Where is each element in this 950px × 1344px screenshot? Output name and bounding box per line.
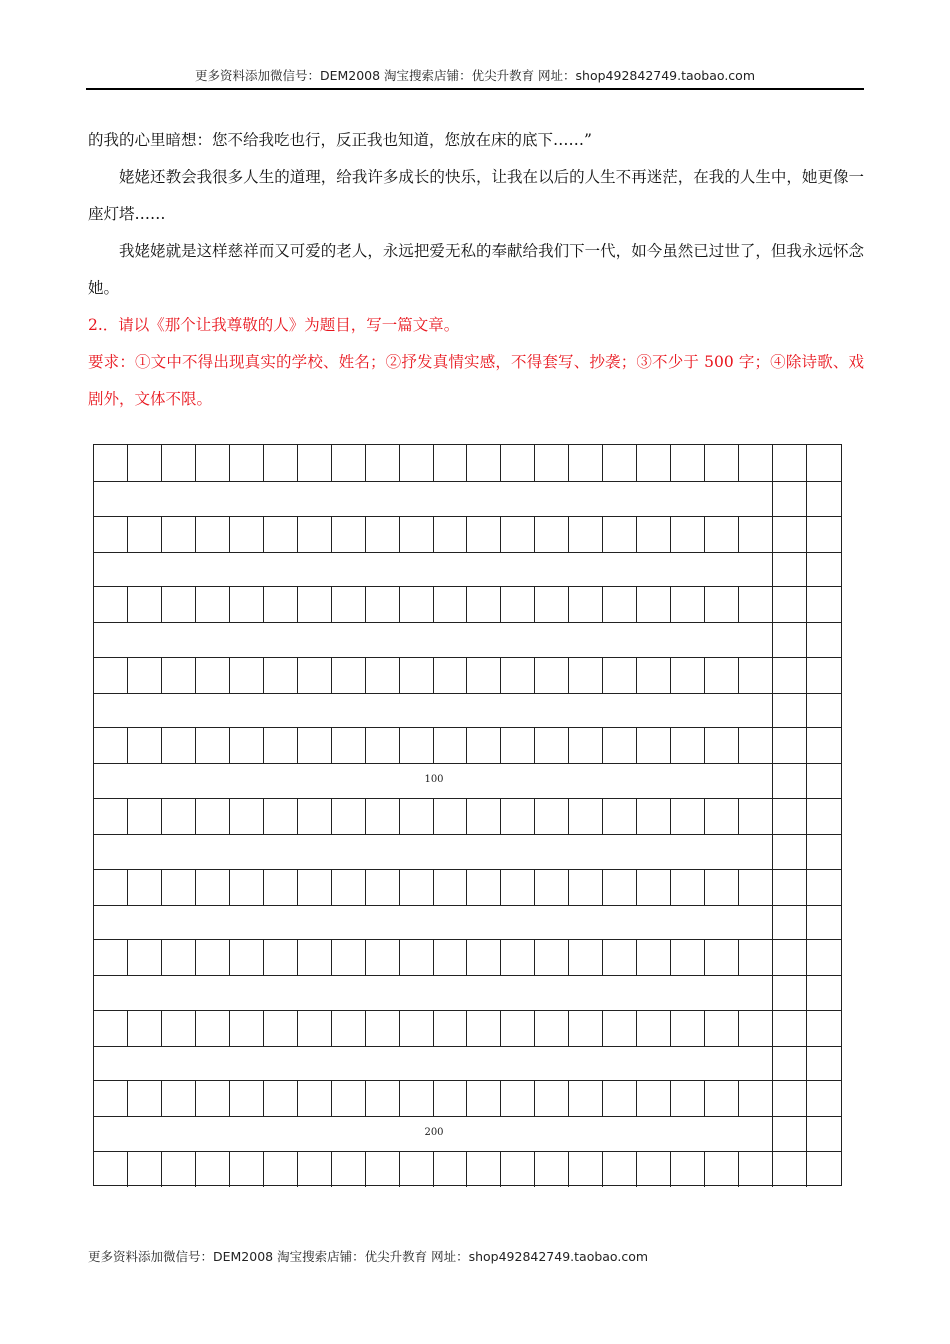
grid-spacer-row [94,552,841,587]
grid-cell [230,1080,264,1116]
grid-cell [773,657,807,693]
grid-cell [94,586,128,622]
grid-cell [637,798,671,834]
grid-cell-row [94,1010,841,1046]
grid-spacer-cell [773,693,807,728]
grid-cell [671,586,705,622]
grid-cell [535,657,569,693]
grid-cell [298,1151,332,1187]
grid-cell [366,657,400,693]
grid-cell [162,939,196,975]
grid-cell [671,445,705,481]
grid-spacer-cell [739,905,773,940]
grid-cell [705,516,739,552]
grid-cell [705,727,739,763]
grid-cell [535,1080,569,1116]
grid-cell [705,1080,739,1116]
grid-cell [739,1010,773,1046]
grid-cell [671,798,705,834]
grid-cell [196,798,230,834]
grid-cell [264,1010,298,1046]
grid-cell [569,1080,603,1116]
grid-cell [400,1010,434,1046]
grid-spacer-row [94,834,841,869]
grid-cell [569,1151,603,1187]
grid-cell [569,939,603,975]
grid-cell [468,939,502,975]
grid-cell [196,939,230,975]
grid-cell [264,516,298,552]
grid-spacer-cell [773,1116,807,1151]
grid-cell [637,1080,671,1116]
grid-cell [773,798,807,834]
grid-spacer-cell [773,975,807,1010]
grid-cell [434,939,468,975]
grid-cell [468,1010,502,1046]
grid-cell [298,657,332,693]
grid-cell [501,516,535,552]
grid-cell [637,1010,671,1046]
grid-cell [366,516,400,552]
grid-cell [468,727,502,763]
grid-cell [468,798,502,834]
grid-cell [128,939,162,975]
grid-spacer-row [94,622,841,657]
grid-cell [128,516,162,552]
grid-cell [264,586,298,622]
grid-spacer-row [94,905,841,940]
paragraph-1: 的我的心里暗想：您不给我吃也行，反正我也知道，您放在床的底下……” [88,131,592,149]
grid-cell [535,1010,569,1046]
grid-cell-row [94,869,841,905]
grid-cell [264,1151,298,1187]
grid-spacer-cell [773,905,807,940]
grid-cell [230,1010,264,1046]
grid-cell [535,869,569,905]
grid-cell [162,1010,196,1046]
grid-cell [400,445,434,481]
grid-cell [773,1080,807,1116]
page-header [86,66,864,90]
grid-cell [128,586,162,622]
grid-cell-row [94,445,841,481]
grid-cell [400,586,434,622]
grid-cell [332,657,366,693]
grid-cell [637,869,671,905]
grid-spacer-cell [739,834,773,869]
grid-cell [332,798,366,834]
question-requirements: 要求：①文中不得出现真实的学校、姓名；②抒发真情实感，不得套写、抄袭；③不少于 500 字；④除诗歌、戏剧外，文体不限。 [88,353,864,408]
grid-spacer-cell [773,763,807,798]
grid-cell [468,1151,502,1187]
grid-cell [535,586,569,622]
grid-cell [671,1080,705,1116]
grid-cell [637,516,671,552]
grid-cell [400,657,434,693]
grid-cell [366,1080,400,1116]
grid-cell [501,727,535,763]
grid-cell [94,939,128,975]
grid-cell [468,445,502,481]
grid-cell [535,939,569,975]
grid-cell [569,586,603,622]
grid-spacer-row [94,1046,841,1081]
grid-spacer-cell [773,1046,807,1081]
grid-cell [705,586,739,622]
grid-cell [603,657,637,693]
grid-cell-row [94,727,841,763]
grid-cell [366,1151,400,1187]
grid-cell [468,516,502,552]
grid-cell [332,1080,366,1116]
grid-cell [196,869,230,905]
grid-cell [196,657,230,693]
grid-cell [569,869,603,905]
grid-cell [535,727,569,763]
grid-cell [501,939,535,975]
grid-cell-row [94,939,841,975]
grid-cell [569,516,603,552]
grid-cell [739,516,773,552]
grid-cell [739,1151,773,1187]
grid-spacer-cell [773,481,807,516]
grid-cell [637,657,671,693]
grid-cell [332,586,366,622]
grid-cell [535,516,569,552]
grid-cell [535,445,569,481]
grid-cell [366,445,400,481]
grid-cell [705,1151,739,1187]
grid-cell [501,1080,535,1116]
grid-cell [196,1010,230,1046]
grid-cell [739,445,773,481]
grid-cell [569,1010,603,1046]
grid-cell [196,516,230,552]
grid-cell [434,586,468,622]
grid-cell [603,1151,637,1187]
grid-cell [162,657,196,693]
grid-spacer-cell [739,481,773,516]
grid-cell [298,727,332,763]
grid-cell [162,516,196,552]
grid-spacer-cell [739,552,773,587]
grid-cell [332,939,366,975]
grid-cell [366,939,400,975]
header-text: 更多资料添加微信号：DEM2008 淘宝搜索店铺：优尖升教育 网址：shop492842749.taobao.com [194,68,756,83]
grid-cell [332,1151,366,1187]
grid-cell-row [94,657,841,693]
grid-cell [535,1151,569,1187]
word-count-marker: 200 [424,1127,444,1139]
grid-cell [739,798,773,834]
grid-cell [434,869,468,905]
grid-cell [637,445,671,481]
grid-cell [298,798,332,834]
grid-cell [535,798,569,834]
grid-cell-row [94,1080,841,1116]
grid-cell [128,798,162,834]
grid-cell [739,657,773,693]
grid-cell [298,939,332,975]
grid-cell [671,657,705,693]
grid-cell [434,445,468,481]
grid-cell [94,727,128,763]
grid-cell [603,1080,637,1116]
grid-cell [569,798,603,834]
grid-cell-row [94,586,841,622]
grid-spacer-cell [773,834,807,869]
grid-cell [671,727,705,763]
grid-cell [501,869,535,905]
grid-cell [230,516,264,552]
grid-cell [298,1010,332,1046]
grid-cell [366,727,400,763]
grid-cell [162,445,196,481]
grid-cell [230,445,264,481]
grid-cell [773,869,807,905]
grid-cell [434,657,468,693]
grid-cell [94,516,128,552]
grid-cell [400,798,434,834]
grid-cell [434,1151,468,1187]
grid-cell [671,1151,705,1187]
grid-cell [162,869,196,905]
grid-cell [264,727,298,763]
grid-cell [298,869,332,905]
answer-grid [93,444,842,1186]
paragraph-3: 我姥姥就是这样慈祥而又可爱的老人，永远把爱无私的奉献给我们下一代，如今虽然已过世了，但我永远怀念她。 [88,242,864,297]
grid-cell [468,586,502,622]
grid-cell [501,586,535,622]
grid-cell [705,1010,739,1046]
grid-cell [637,586,671,622]
grid-cell-row [94,516,841,552]
grid-cell [773,516,807,552]
grid-cell [298,1080,332,1116]
grid-cell [468,869,502,905]
grid-cell [128,657,162,693]
grid-spacer-cell [773,552,807,587]
grid-cell [332,516,366,552]
footer-text: 更多资料添加微信号：DEM2008 淘宝搜索店铺：优尖升教育 网址：shop492842749.taobao.com [88,1249,649,1264]
grid-cell [434,798,468,834]
grid-cell [468,657,502,693]
grid-cell [94,657,128,693]
grid-cell [400,869,434,905]
grid-cell [603,1010,637,1046]
grid-cell [637,727,671,763]
grid-cell [501,445,535,481]
grid-cell [366,1010,400,1046]
grid-cell [739,869,773,905]
grid-cell [705,939,739,975]
grid-cell [162,1080,196,1116]
grid-cell [196,1151,230,1187]
grid-cell [264,1080,298,1116]
grid-cell [366,798,400,834]
grid-cell [264,939,298,975]
grid-cell [501,1010,535,1046]
grid-cell-row [94,798,841,834]
grid-cell [230,727,264,763]
grid-cell [705,445,739,481]
grid-cell [603,798,637,834]
grid-cell [94,869,128,905]
grid-cell [603,869,637,905]
grid-spacer-cell [739,622,773,657]
grid-cell [128,445,162,481]
grid-cell [128,1010,162,1046]
grid-cell [196,1080,230,1116]
question-prompt: 2.．请以《那个让我尊敬的人》为题目，写一篇文章。 [88,316,460,334]
grid-cell [773,1010,807,1046]
grid-cell [400,939,434,975]
grid-cell [128,869,162,905]
grid-cell [162,586,196,622]
grid-cell [230,1151,264,1187]
grid-cell [569,657,603,693]
grid-cell [603,939,637,975]
grid-cell [400,727,434,763]
grid-cell [128,1080,162,1116]
paragraph-2: 姥姥还教会我很多人生的道理，给我许多成长的快乐，让我在以后的人生不再迷茫，在我的人生中，她更像一座灯塔…… [88,168,864,223]
grid-cell [501,798,535,834]
grid-cell [739,727,773,763]
document-body [88,122,864,418]
grid-cell [671,869,705,905]
grid-cell [773,939,807,975]
grid-cell [196,445,230,481]
page-footer [88,1247,648,1265]
grid-cell [671,516,705,552]
grid-cell [637,1151,671,1187]
grid-cell [94,445,128,481]
grid-cell [501,1151,535,1187]
grid-cell [434,1080,468,1116]
grid-cell [366,869,400,905]
grid-cell [434,516,468,552]
grid-cell [264,869,298,905]
grid-spacer-row [94,1116,841,1151]
grid-cell [637,939,671,975]
grid-cell [298,516,332,552]
grid-cell [671,1010,705,1046]
grid-spacer-cell [739,693,773,728]
grid-spacer-cell [773,622,807,657]
grid-cell [332,727,366,763]
grid-spacer-row [94,481,841,516]
grid-cell [603,727,637,763]
grid-cell [773,445,807,481]
grid-cell [773,1151,807,1187]
grid-cell [468,1080,502,1116]
grid-cell [196,727,230,763]
grid-cell [705,869,739,905]
grid-cell [671,939,705,975]
grid-cell [705,657,739,693]
grid-cell [196,586,230,622]
grid-cell [773,727,807,763]
grid-cell [400,516,434,552]
grid-cell [94,1080,128,1116]
grid-cell [773,586,807,622]
grid-cell [94,798,128,834]
grid-cell [264,657,298,693]
grid-cell [94,1151,128,1187]
grid-spacer-row [94,693,841,728]
grid-cell [230,586,264,622]
grid-cell [332,869,366,905]
grid-cell [434,727,468,763]
grid-cell [366,586,400,622]
grid-cell [332,1010,366,1046]
grid-cell-row [94,1151,841,1187]
grid-cell [230,798,264,834]
grid-cell [501,657,535,693]
grid-cell [739,939,773,975]
grid-cell [94,1010,128,1046]
grid-cell [569,445,603,481]
grid-cell [264,798,298,834]
word-count-marker: 100 [424,774,444,786]
grid-spacer-cell [739,1046,773,1081]
grid-spacer-cell [739,975,773,1010]
grid-cell [162,1151,196,1187]
grid-cell [298,586,332,622]
grid-cell [705,798,739,834]
grid-cell [298,445,332,481]
grid-cell [400,1151,434,1187]
grid-cell [434,1010,468,1046]
grid-cell [128,1151,162,1187]
grid-cell [230,939,264,975]
grid-cell [128,727,162,763]
grid-cell [162,798,196,834]
grid-cell [739,586,773,622]
grid-cell [332,445,366,481]
grid-cell [603,516,637,552]
grid-cell [400,1080,434,1116]
grid-cell [569,727,603,763]
grid-cell [739,1080,773,1116]
grid-spacer-row [94,763,841,798]
grid-cell [603,586,637,622]
grid-cell [264,445,298,481]
grid-cell [603,445,637,481]
grid-cell [162,727,196,763]
grid-cell [230,869,264,905]
grid-cell [230,657,264,693]
grid-spacer-row [94,975,841,1010]
